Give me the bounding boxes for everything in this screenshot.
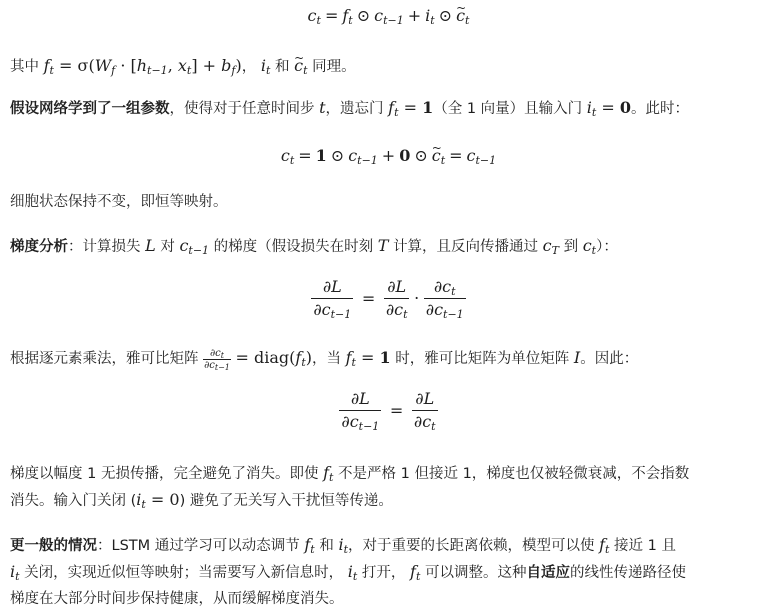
text-span: 细胞状态保持不变，即恒等映射。 — [10, 194, 228, 210]
text-span: ：LSTM 通过学习可以动态调节 — [97, 538, 300, 554]
text-span: 时，雅可比矩阵为单位矩阵 — [395, 351, 570, 367]
paragraph-general-case — [10, 532, 765, 612]
bold-text: 假设网络学到了一组参数 — [10, 101, 170, 117]
text-span: ，对于重要的长距离依赖，模型可以使 — [347, 538, 595, 554]
paragraph-forget-gate-def: 其中 $f_t = \sigma(W_f \cdot [h_{t-1}$, $x_t] + b_f$)， $i_t$ 和 ~ $c_t$ 同理。 — [10, 54, 765, 79]
paragraph-assumption: 假设网络学到了一组参数，使得对于任意时间步 t，遗忘门 $f_t = 1$（全 1 向量）且输入门 $i_t = 0$。此时： — [10, 98, 690, 119]
text-span: 。因此： — [580, 351, 639, 367]
text-span: 可以调整。这种 — [424, 565, 527, 581]
text-span: 接近 1 且 — [614, 538, 676, 554]
equation-identity: $c_t = 1$ ⊙ $c_{t-1} + 0$ ⊙~ $c_t = c_{t-1}$ — [0, 144, 777, 169]
text-span: 的线性传递路径使 — [569, 565, 686, 581]
text-line: 梯度以幅度 1 无损传播，完全避免了消失。即使 $f_t$ 不是严格 1 但接近 1，梯度也仅被轻微衰减，不会指数 — [10, 463, 690, 484]
text-span: 根据逐元素乘法，雅可比矩阵 — [10, 351, 199, 367]
text-span: 到 — [563, 239, 579, 255]
text-span: 关闭，实现近似恒等映射；当需要写入新信息时， — [24, 565, 344, 581]
paragraph-identity-mapping — [10, 190, 765, 214]
text-span: 不是严格 1 但接近 1，梯度也仅被轻微衰减，不会指数 — [338, 466, 690, 482]
text-line: 更一般的情况：LSTM 通过学习可以动态调节 $f_t$ 和 $i_t$，对于重要的长距离依赖，模型可以使 $f_t$ 接近 1 且 — [10, 535, 676, 556]
paragraph-jacobian: 根据逐元素乘法，雅可比矩阵 $\frac{\partial c_t}{\partial c_{t-1}}$ = $diag(f_t)$，当 $f_t = 1$ 时，雅可比矩阵为单位矩阵 I。因此： — [10, 347, 639, 372]
text-span: （全 1 向量）且输入门 — [433, 101, 583, 117]
paragraph-lossless-propagation — [10, 460, 765, 514]
text-span: 梯度以幅度 1 无损传播，完全避免了消失。即使 — [10, 466, 319, 482]
equation-chain-rule: $\frac{\partial L}{\partial c_{t-1}}$ = $\frac{\partial L}{\partial c_t}$ · $\frac{\partial c_t}{\partial c_{t-1}}$ — [313, 277, 464, 321]
text-line: 消失。输入门关闭 $(i_t = 0)$ 避免了无关写入干扰恒等传递。 — [10, 490, 393, 511]
text-span: ）： — [596, 239, 618, 255]
text-span: ，遗忘门 — [325, 101, 384, 117]
text-span: 消失。输入门关闭 ( — [10, 493, 137, 509]
text-line — [10, 586, 765, 612]
equation-cell-state: $c_t = f_t$ ⊙ $c_{t-1} + i_t$ ⊙~ $c_t$ — [0, 4, 777, 29]
text-span: 计算，且反向传播通过 — [393, 239, 539, 255]
text-span: 其中 — [10, 59, 39, 75]
bold-text: 更一般的情况 — [10, 538, 97, 554]
text-span: 的梯度（假设损失在时刻 — [213, 239, 374, 255]
text-span: 梯度在大部分时间步保持健康，从而缓解梯度消失。 — [10, 591, 344, 607]
text-span: ，使得对于任意时间步 — [169, 101, 315, 117]
text-span: 同理。 — [312, 59, 356, 75]
text-span: ：计算损失 — [68, 239, 141, 255]
text-span: 对 — [160, 239, 175, 255]
text-span: ，当 — [311, 351, 341, 367]
bold-text: 梯度分析 — [10, 239, 68, 255]
text-span: 和 — [319, 538, 334, 554]
paragraph-gradient-analysis: 梯度分析：计算损失 L 对 $c_{t-1}$ 的梯度（假设损失在时刻 T 计算，且反向传播通过 $c_T$ 到 $c_t$）： — [10, 236, 618, 257]
text-span: ) 避免了无关写入干扰恒等传递。 — [179, 493, 393, 509]
equation-gradient-equal: $\frac{\partial L}{\partial c_{t-1}}$ = $\frac{\partial L}{\partial c_t}$ — [341, 389, 436, 433]
text-span: 。此时： — [631, 101, 690, 117]
text-line: $i_t$ 关闭，实现近似恒等映射；当需要写入新信息时， $i_t$ 打开， $f_t$ 可以调整。这种自适应的线性传递路径使 — [10, 562, 686, 583]
bold-text: 自适应 — [526, 565, 570, 581]
text-span: 打开， — [361, 565, 406, 581]
